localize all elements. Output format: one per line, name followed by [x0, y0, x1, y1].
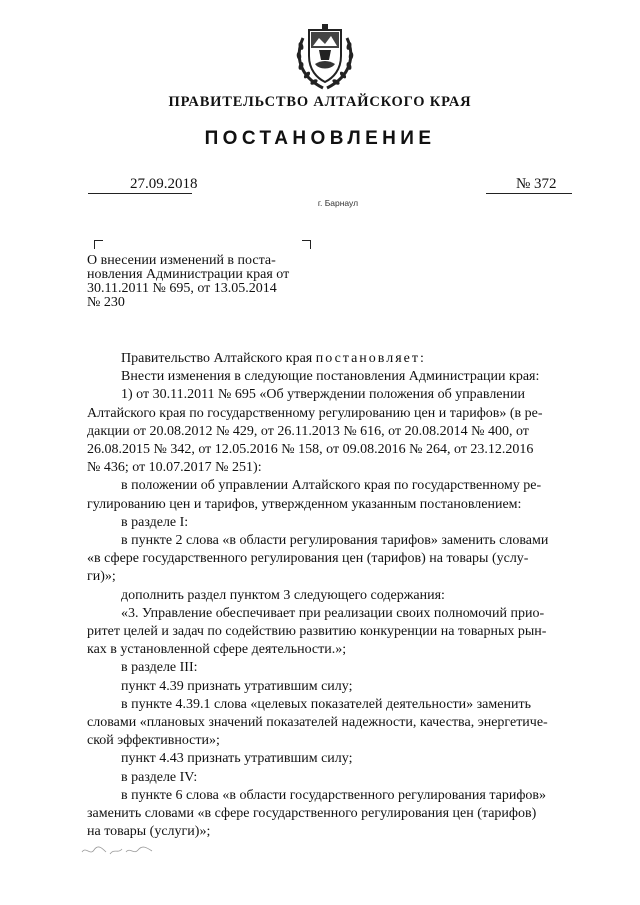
- subject-line: О внесении изменений в поста-: [87, 253, 276, 268]
- body-line: Внести изменения в следующие постановления Администрации края:: [121, 369, 540, 385]
- body-line: ках в установленной сфере деятельности.»;: [87, 642, 347, 658]
- document-type-title: ПОСТАНОВЛЕНИЕ: [204, 128, 436, 149]
- body-line: заменить словами «в сфере государственного регулирования цен (тарифов): [87, 806, 537, 822]
- subject-corner-right: [302, 240, 311, 249]
- subject-line: 30.11.2011 № 695, от 13.05.2014: [87, 281, 277, 296]
- body-line: в разделе III:: [121, 660, 198, 676]
- subject-corner-left: [94, 240, 103, 249]
- body-line: Алтайского края по государственному регулированию цен и тарифов» (в ре-: [87, 405, 543, 421]
- document-subject: [87, 254, 307, 310]
- body-line: гулированию цен и тарифов, утвержденном указанным постановлением:: [87, 496, 522, 512]
- city-name: г. Барнаул: [317, 198, 359, 208]
- body-line: пункт 4.43 признать утратившим силу;: [121, 751, 353, 767]
- date-underline: [88, 193, 192, 194]
- body-line: ги)»;: [87, 569, 116, 585]
- intro-prefix: Правительство Алтайского края: [121, 351, 316, 366]
- number-underline: [486, 193, 572, 194]
- body-intro: [87, 350, 587, 368]
- body-line: «3. Управление обеспечивает при реализации своих полномочий прио-: [121, 605, 545, 621]
- document-body: [87, 350, 587, 841]
- body-line: пункт 4.39 признать утратившим силу;: [121, 678, 353, 694]
- body-line: 1) от 30.11.2011 № 695 «Об утверждении положения об управлении: [121, 387, 525, 403]
- intro-resolves: постановляет:: [315, 351, 426, 366]
- body-line: словами «плановых значений показателей надежности, качества, энергетиче-: [87, 715, 548, 731]
- altai-krai-coat-of-arms-icon: [293, 20, 357, 92]
- handwritten-mark-icon: [80, 842, 160, 858]
- body-line: на товары (услуги)»;: [87, 824, 211, 840]
- body-line: дакции от 20.08.2012 № 429, от 26.11.2013 № 616, от 20.08.2014 № 400, от: [87, 423, 529, 439]
- subject-line: новления Администрации края от: [87, 267, 290, 282]
- body-line: в разделе I:: [121, 514, 189, 530]
- body-line: «в сфере государственного регулирования цен (тарифов) на товары (услу-: [87, 551, 529, 567]
- government-name: ПРАВИТЕЛЬСТВО АЛТАЙСКОГО КРАЯ: [168, 94, 472, 110]
- body-line: ской эффективности»;: [87, 733, 220, 749]
- body-line: № 436; от 10.07.2017 № 251):: [87, 460, 262, 476]
- subject-line: № 230: [87, 295, 125, 310]
- document-date: 27.09.2018: [130, 176, 198, 192]
- body-line: в разделе IV:: [121, 769, 198, 785]
- body-line: 26.08.2015 № 342, от 12.05.2016 № 158, от 09.08.2016 № 264, от 23.12.2016: [87, 442, 534, 458]
- body-line: дополнить раздел пунктом 3 следующего содержания:: [121, 587, 445, 603]
- document-number: № 372: [516, 176, 557, 192]
- body-line: ритет целей и задач по содействию развитию конкуренции на товарных рын-: [87, 624, 547, 640]
- body-line: в пункте 4.39.1 слова «целевых показателей деятельности» заменить: [121, 696, 531, 712]
- body-line: в положении об управлении Алтайского края по государственному ре-: [121, 478, 542, 494]
- body-line: в пункте 2 слова «в области регулирования тарифов» заменить словами: [121, 533, 549, 549]
- body-line: в пункте 6 слова «в области государственного регулирования тарифов»: [121, 787, 547, 803]
